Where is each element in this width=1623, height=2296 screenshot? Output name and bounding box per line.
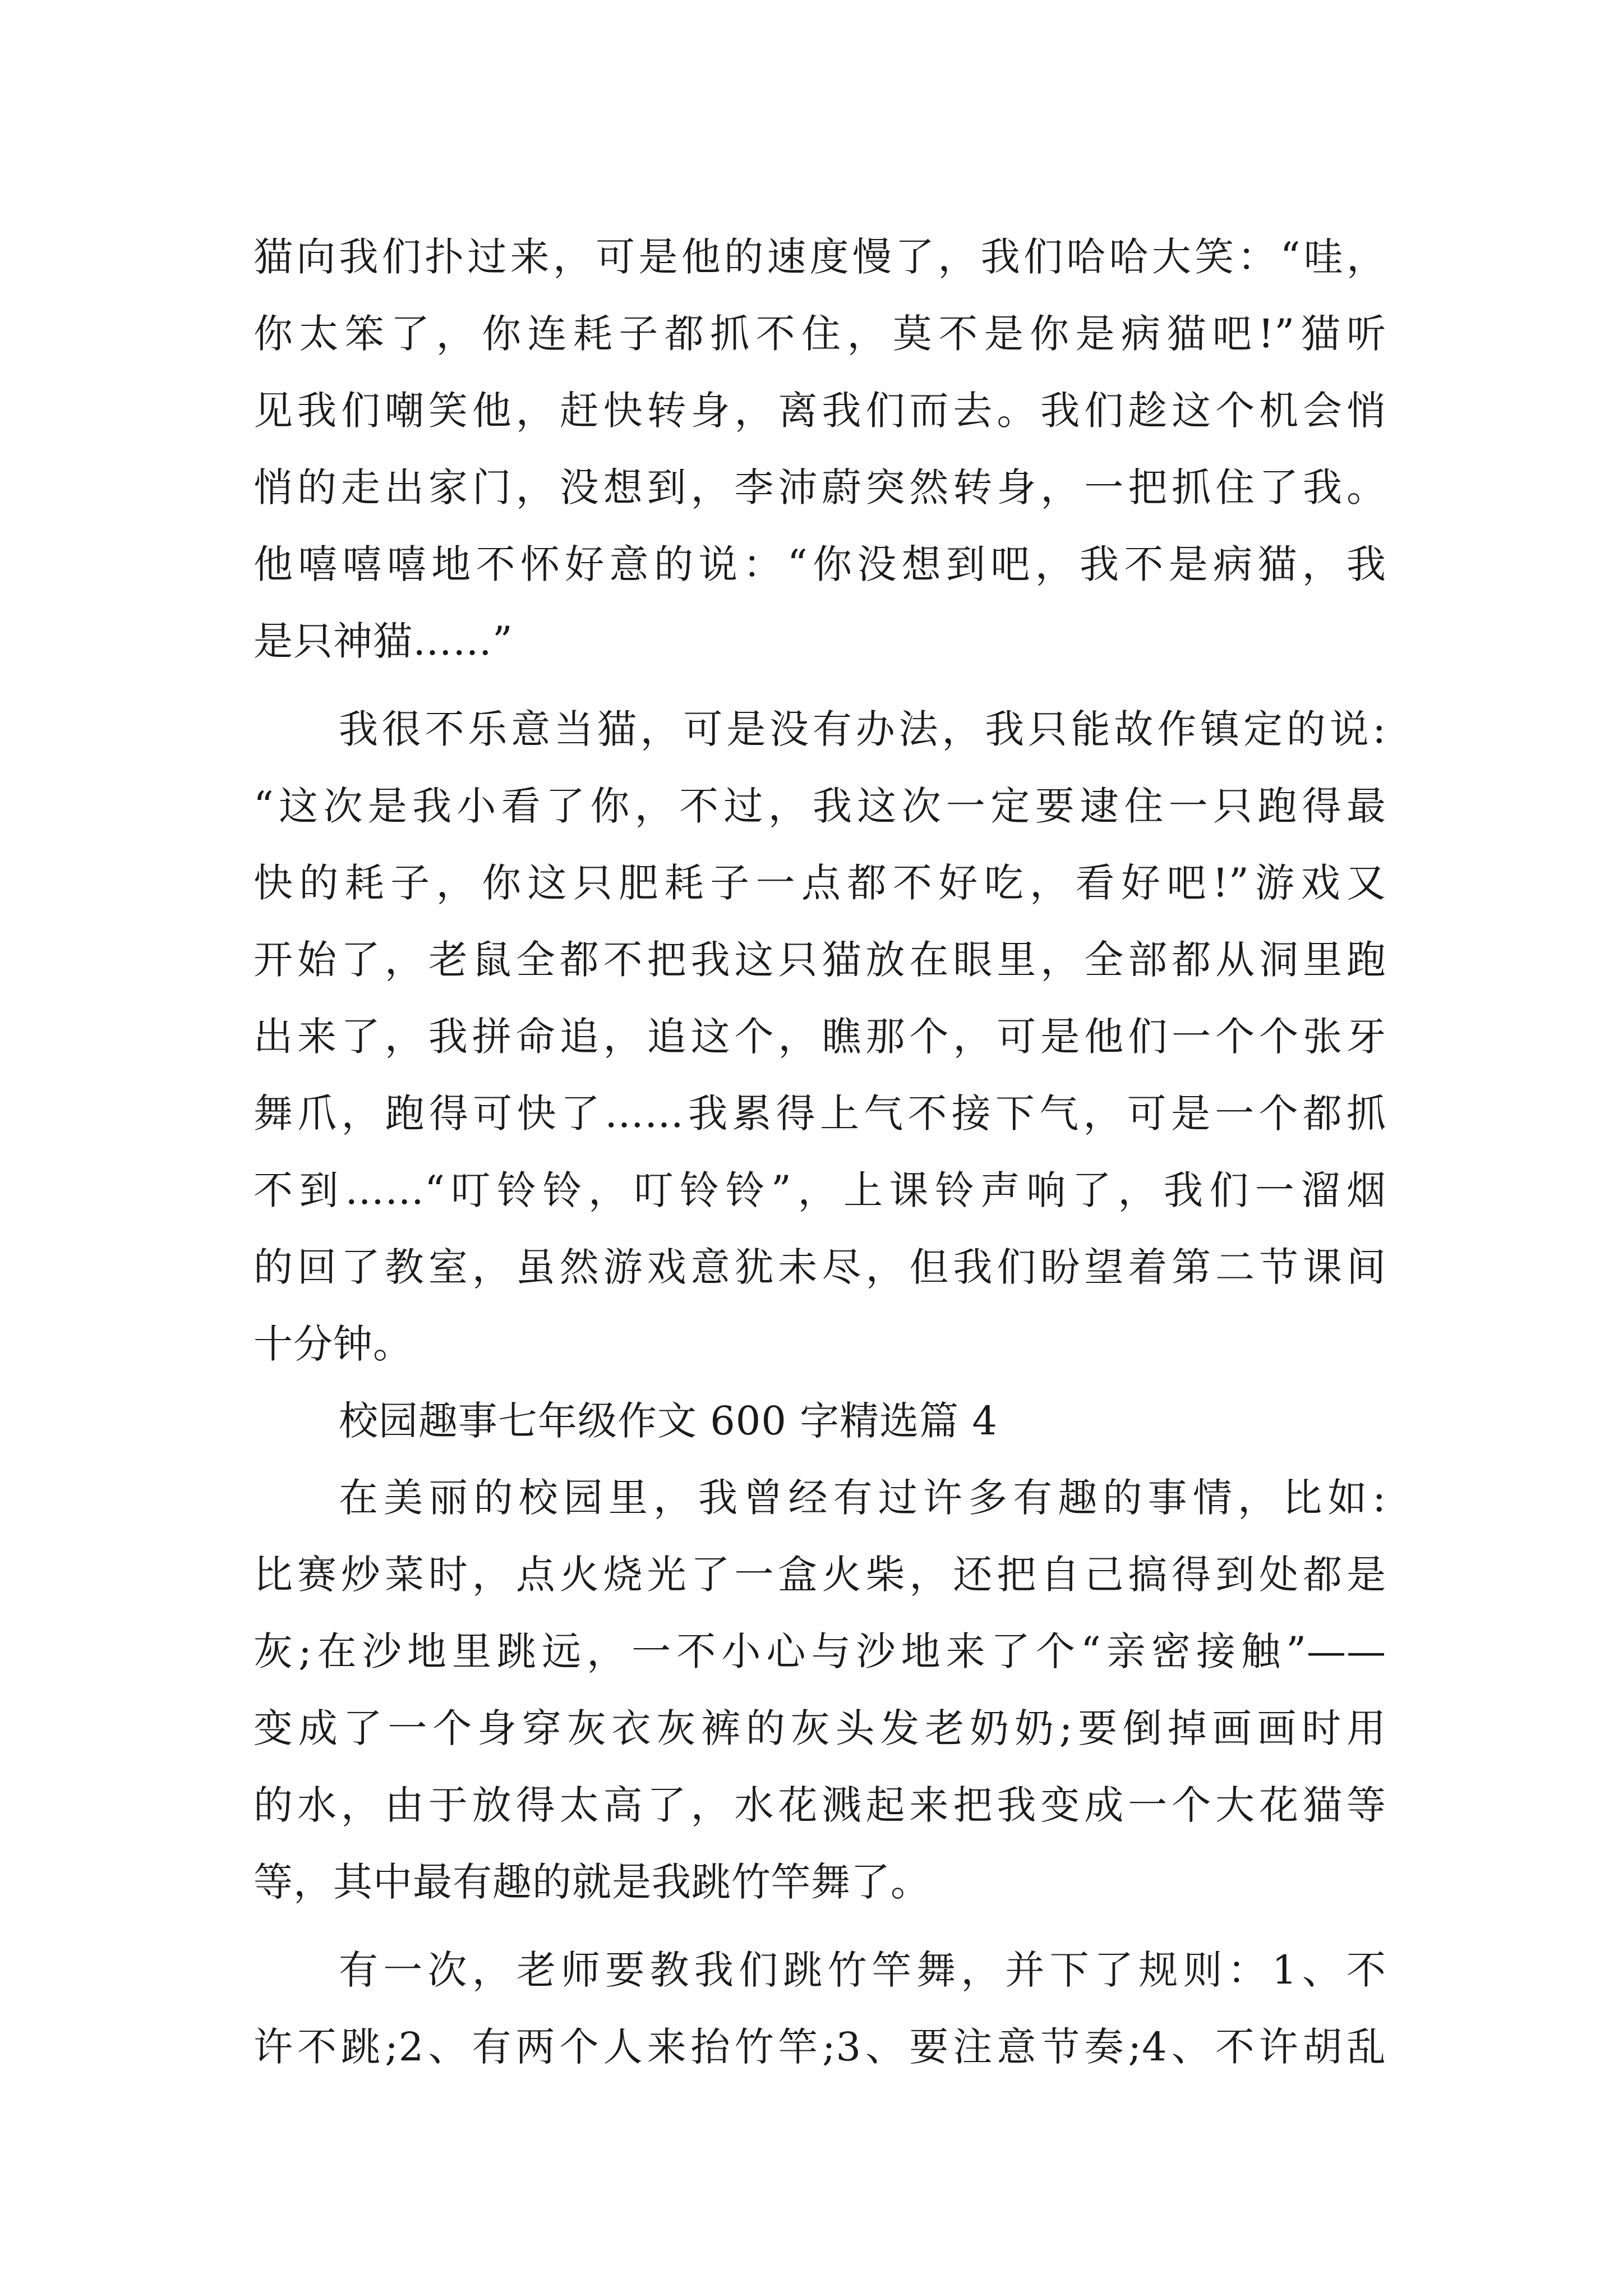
text-line: 比赛炒菜时，点火烧光了一盒火柴，还把自己搞得到处都是 bbox=[253, 1552, 1386, 1598]
text-line: 见我们嘲笑他，赶快转身，离我们而去。我们趁这个机会悄 bbox=[253, 388, 1386, 434]
text-line: 在美丽的校园里，我曾经有过许多有趣的事情，比如: bbox=[339, 1475, 1386, 1521]
text-line: 的水，由于放得太高了，水花溅起来把我变成一个大花猫等 bbox=[253, 1782, 1386, 1828]
section-heading: 校园趣事七年级作文 600 字精选篇 4 bbox=[339, 1398, 998, 1444]
text-line: 舞爪，跑得可快了……我累得上气不接下气，可是一个都抓 bbox=[253, 1091, 1386, 1137]
text-line: 不到……“叮铃铃，叮铃铃”，上课铃声响了，我们一溜烟 bbox=[253, 1167, 1386, 1213]
text-line: 他嘻嘻嘻地不怀好意的说：“你没想到吧，我不是病猫，我 bbox=[253, 541, 1386, 587]
document-body bbox=[253, 219, 1386, 2086]
text-line: 我很不乐意当猫，可是没有办法，我只能故作镇定的说: bbox=[339, 706, 1386, 752]
text-line: 的回了教室，虽然游戏意犹未尽，但我们盼望着第二节课间 bbox=[253, 1244, 1386, 1290]
text-line: 许不跳;2、有两个人来抬竹竿;3、要注意节奏;4、不许胡乱 bbox=[253, 2024, 1386, 2070]
text-line: 变成了一个身穿灰衣灰裤的灰头发老奶奶;要倒掉画画时用 bbox=[253, 1705, 1386, 1751]
text-line: 你太笨了，你连耗子都抓不住，莫不是你是病猫吧!”猫听 bbox=[253, 311, 1386, 357]
paragraph-2 bbox=[253, 691, 1386, 1383]
text-line: 快的耗子，你这只肥耗子一点都不好吃，看好吧!”游戏又 bbox=[253, 860, 1386, 906]
text-line: 是只神猫……” bbox=[253, 618, 513, 664]
text-line: “这次是我小看了你，不过，我这次一定要逮住一只跑得最 bbox=[253, 783, 1386, 829]
text-line: 猫向我们扑过来，可是他的速度慢了，我们哈哈大笑：“哇， bbox=[253, 234, 1386, 280]
text-line: 出来了，我拼命追，追这个，瞧那个，可是他们一个个张牙 bbox=[253, 1014, 1386, 1060]
paragraph-4 bbox=[253, 1932, 1386, 2086]
text-line: 等，其中最有趣的就是我跳竹竿舞了。 bbox=[253, 1859, 930, 1905]
text-line: 开始了，老鼠全都不把我这只猫放在眼里，全部都从洞里跑 bbox=[253, 937, 1386, 983]
text-line: 灰;在沙地里跳远，一不小心与沙地来了个“亲密接触”—— bbox=[253, 1628, 1386, 1674]
text-line: 悄的走出家门，没想到，李沛蔚突然转身，一把抓住了我。 bbox=[253, 464, 1386, 510]
text-line: 有一次，老师要教我们跳竹竿舞，并下了规则：1、不 bbox=[339, 1947, 1386, 1993]
paragraph-1 bbox=[253, 219, 1386, 680]
text-line: 十分钟。 bbox=[253, 1321, 413, 1367]
paragraph-3 bbox=[253, 1460, 1386, 1921]
